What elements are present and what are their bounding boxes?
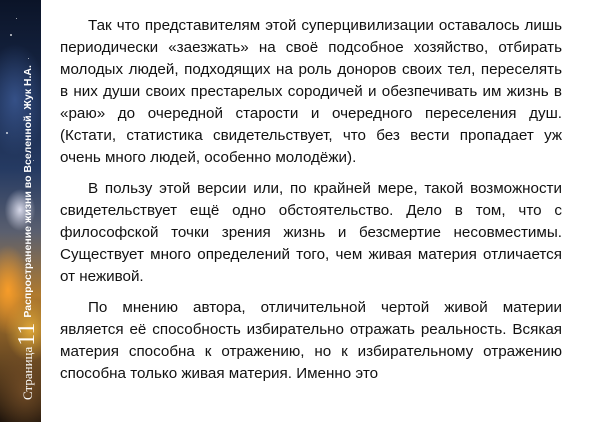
sidebar-cosmic-image	[0, 0, 41, 422]
document-title: Распространение жизни во Вселенной. Жук Н.А.	[21, 65, 34, 318]
document-body	[60, 15, 562, 394]
paragraph-2: В пользу этой версии или, по крайней мере, такой возможности свидетельствует ещё одно обстоятельство. Дело в том, что с философской точки зрения жизнь и безсмертие несовместимы. Существует много определений того, чем живая материя отличается от неживой.	[60, 180, 562, 285]
sidebar-text-block	[0, 0, 41, 422]
paragraph-1: Так что представителям этой суперцивилизации оставалось лишь периодически «заезжать» на своё подсобное хозяйство, отбирать молодых людей, подходящих на роль доноров своих тел, переселять в них души своих престарелых сородичей и обезпечивать им жизнь в «раю» до очередной старости и очередного переселения душ. (Кстати, статистика свидетельствует, что без вести пропадает уж очень много людей, особенно молодёжи).	[60, 17, 562, 166]
paragraph-3: По мнению автора, отличительной чертой живой материи является её способность избирательно отражать реальность. Всякая материя способна к отражению, но к избирательному отражению способна только живая материя. Именно это	[60, 299, 562, 382]
page-number: 11	[14, 322, 40, 346]
page-label: Страница	[19, 346, 35, 400]
